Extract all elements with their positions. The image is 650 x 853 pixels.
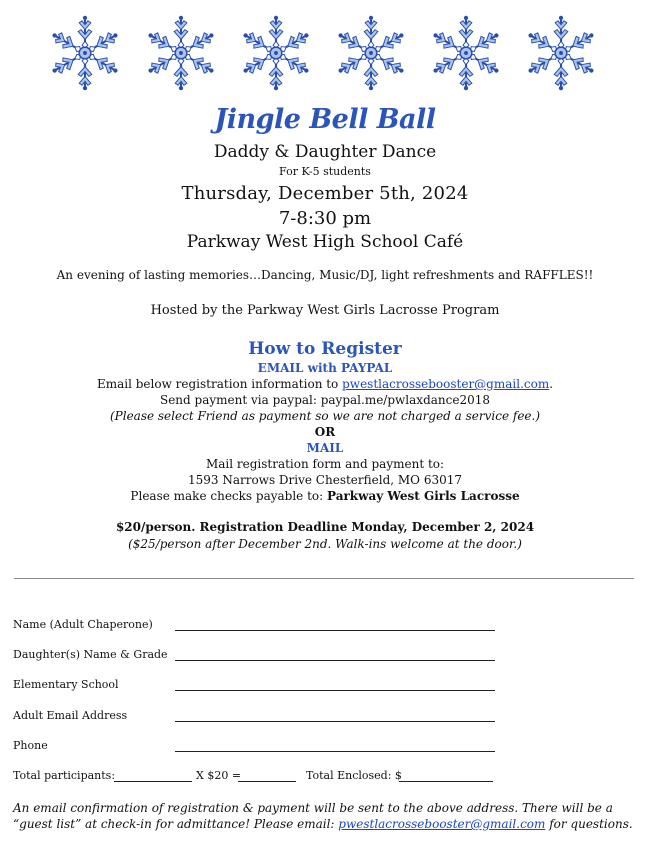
snowflake-icon bbox=[142, 14, 220, 92]
form-label-daughters: Daughter(s) Name & Grade bbox=[13, 648, 168, 661]
snowflake-icon bbox=[522, 14, 600, 92]
snowflake-icon bbox=[427, 14, 505, 92]
snowflake-row bbox=[46, 14, 606, 94]
event-time: 7-8:30 pm bbox=[278, 208, 372, 229]
total-enclosed-label: Total Enclosed: $ bbox=[306, 769, 402, 782]
email-paypal-heading: EMAIL with PAYPAL bbox=[257, 361, 393, 375]
snowflake-icon bbox=[237, 14, 315, 92]
email-instructions-end: . bbox=[549, 377, 554, 391]
price-deadline: $20/person. Registration Deadline Monday, December 2, 2024 bbox=[115, 520, 535, 534]
snowflake-icon bbox=[332, 14, 410, 92]
chaperone-name-field[interactable] bbox=[175, 630, 495, 631]
form-label-chaperone: Name (Adult Chaperone) bbox=[13, 618, 153, 631]
mail-address: 1593 Narrows Drive Chesterfield, MO 63017 bbox=[187, 473, 463, 487]
late-fee-note: ($25/person after December 2nd. Walk-ins welcome at the door.) bbox=[128, 537, 522, 551]
event-title: Jingle Bell Ball bbox=[214, 104, 436, 135]
footer-email-link[interactable]: pwestlacrossebooster@gmail.com bbox=[338, 817, 546, 831]
snowflake-icon bbox=[46, 14, 124, 92]
participants-field[interactable] bbox=[114, 781, 192, 782]
total-enclosed-field[interactable] bbox=[399, 781, 493, 782]
checks-payable-text: Please make checks payable to: bbox=[130, 489, 327, 503]
event-venue: Parkway West High School Café bbox=[186, 232, 464, 252]
event-subtitle: Daddy & Daughter Dance bbox=[213, 142, 437, 162]
mail-heading: MAIL bbox=[306, 441, 344, 455]
participants-label: Total participants: bbox=[13, 769, 116, 782]
checks-payee: Parkway West Girls Lacrosse bbox=[327, 489, 520, 503]
checks-payable bbox=[0, 489, 650, 503]
confirmation-text: An email confirmation of registration & payment will be sent to the above address. There will be a “guest list” at check-in for admittance! Please email: bbox=[13, 801, 613, 831]
event-date: Thursday, December 5th, 2024 bbox=[181, 183, 469, 204]
grades-note: For K-5 students bbox=[279, 165, 371, 178]
email-instructions-text: Email below registration information to bbox=[96, 377, 343, 391]
confirmation-note bbox=[13, 800, 638, 832]
subtotal-field[interactable] bbox=[238, 781, 296, 782]
event-tagline: An evening of lasting memories…Dancing, Music/DJ, light refreshments and RAFFLES!! bbox=[56, 268, 594, 282]
email-field[interactable] bbox=[175, 721, 495, 722]
form-label-email: Adult Email Address bbox=[13, 709, 128, 722]
phone-field[interactable] bbox=[175, 751, 495, 752]
paypal-instructions: Send payment via paypal: paypal.me/pwlaxdance2018 bbox=[159, 393, 490, 407]
confirmation-text-end: for questions. bbox=[545, 817, 633, 831]
section-divider bbox=[14, 578, 634, 579]
or-divider: OR bbox=[314, 425, 336, 439]
form-label-phone: Phone bbox=[13, 739, 48, 752]
form-label-school: Elementary School bbox=[13, 678, 119, 691]
multiplier-label: X $20 = bbox=[196, 769, 242, 782]
booster-email-link[interactable]: pwestlacrossebooster@gmail.com bbox=[342, 377, 550, 391]
paypal-note: (Please select Friend as payment so we are not charged a service fee.) bbox=[109, 409, 541, 423]
email-instructions bbox=[0, 377, 650, 391]
daughters-name-field[interactable] bbox=[175, 660, 495, 661]
host-line: Hosted by the Parkway West Girls Lacrosse Program bbox=[150, 303, 500, 318]
register-heading: How to Register bbox=[248, 339, 402, 359]
school-field[interactable] bbox=[175, 690, 495, 691]
mail-instructions: Mail registration form and payment to: bbox=[205, 457, 445, 471]
